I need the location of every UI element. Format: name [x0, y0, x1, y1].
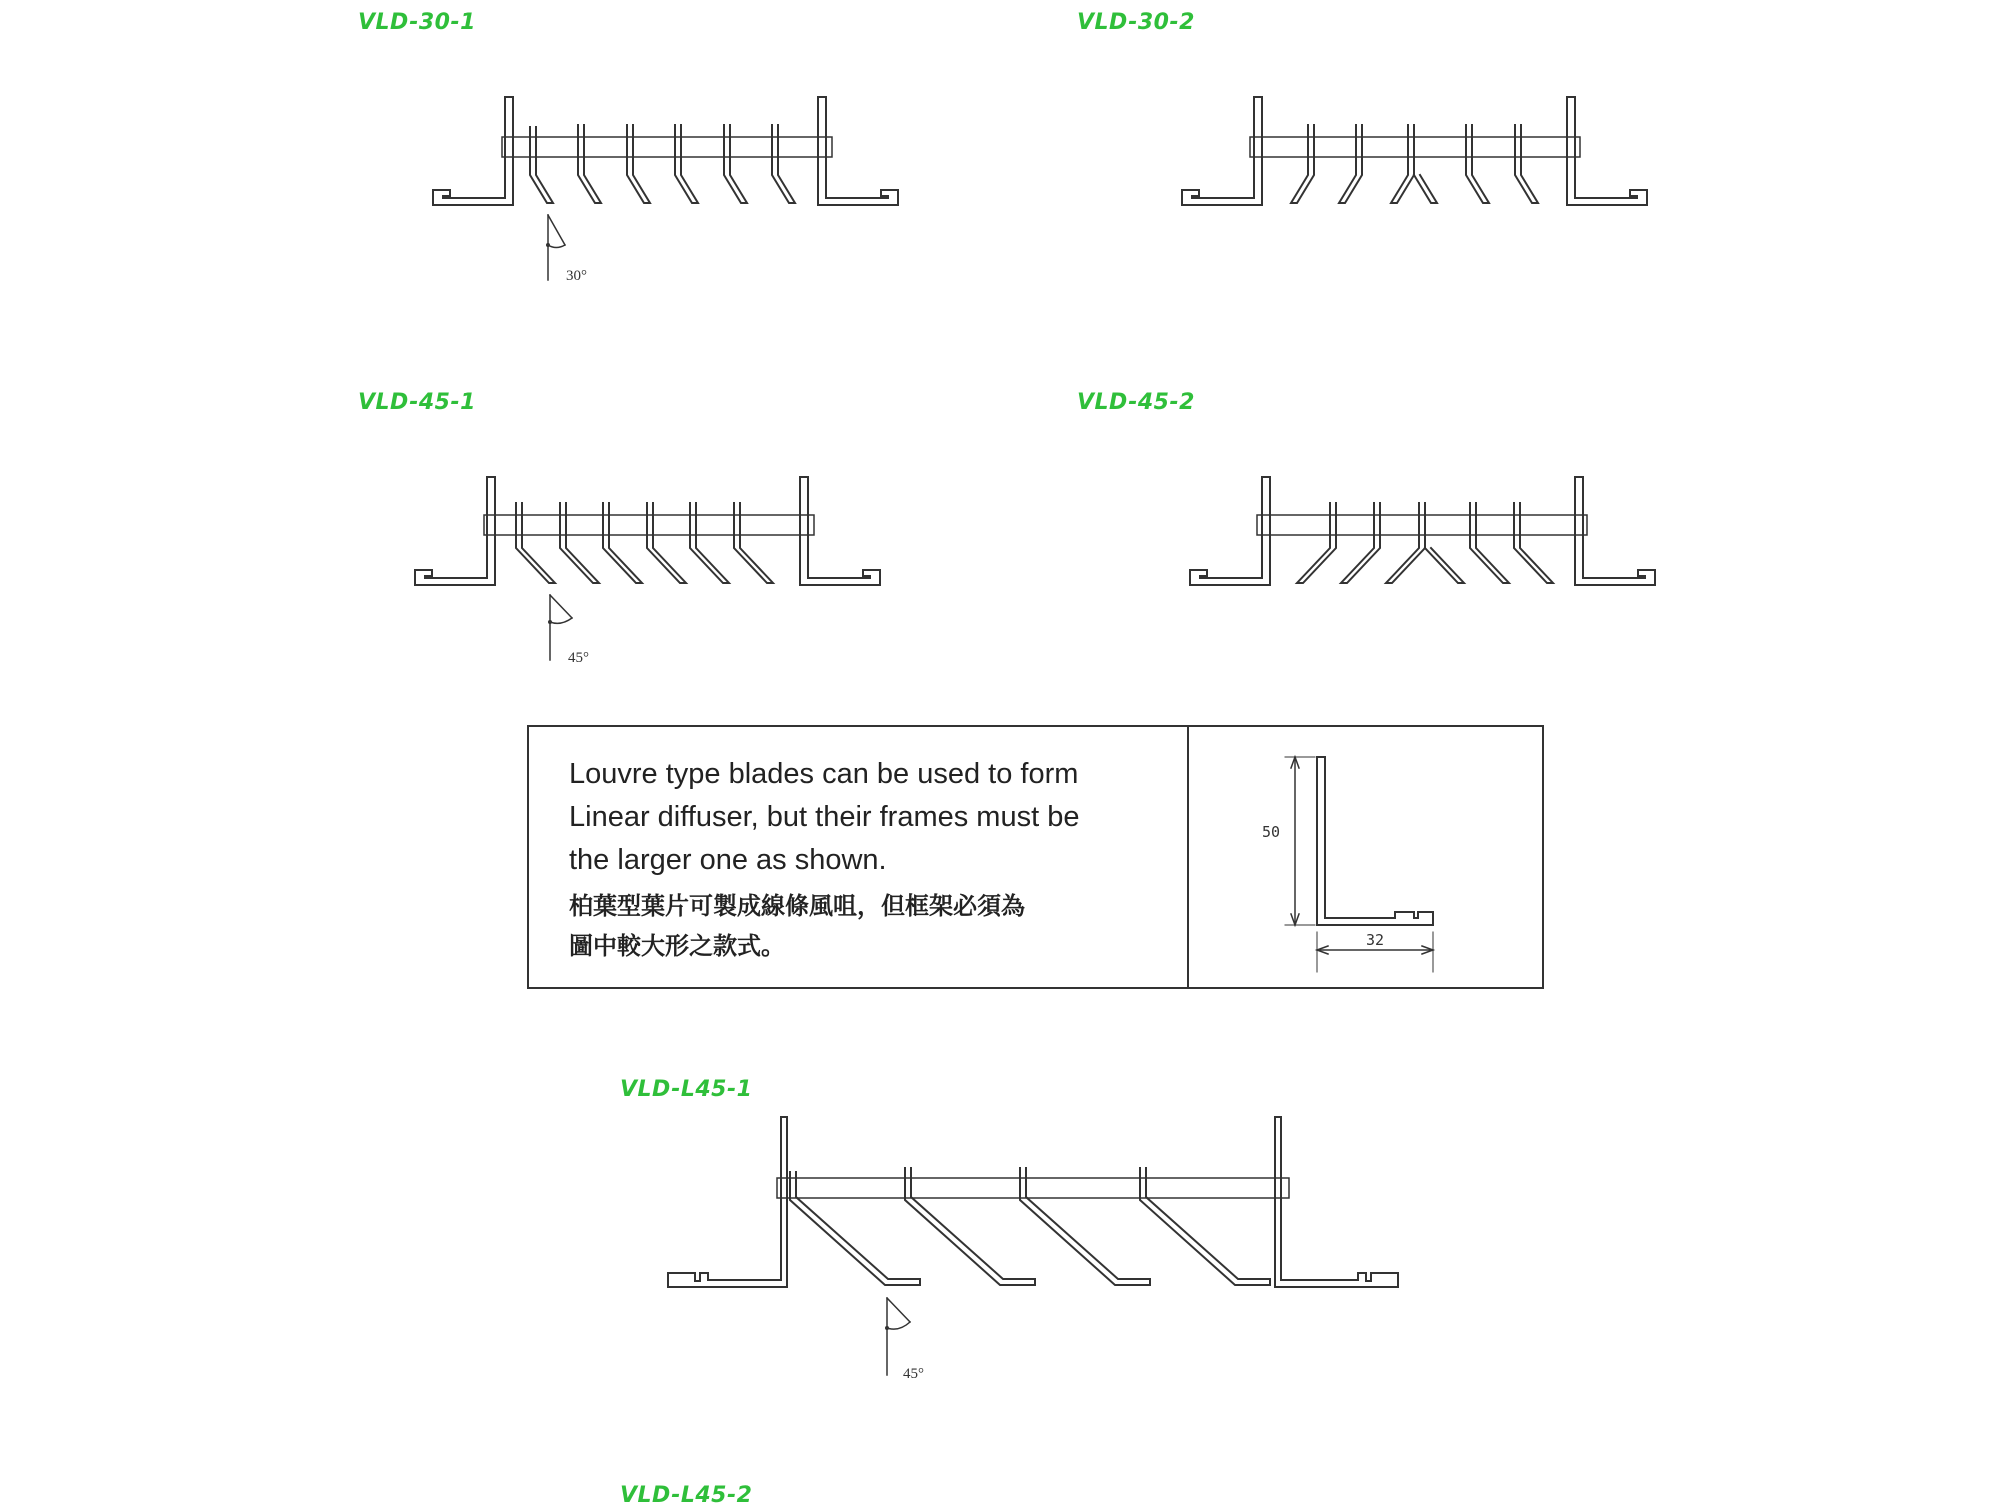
angle-label-30: 30°	[566, 268, 587, 284]
dim-height-label: 50	[1262, 823, 1281, 841]
angle-label-45: 45°	[568, 650, 589, 666]
label-vld-45-1: VLD-45-1	[358, 390, 476, 415]
note-zh-line1: 柏葉型葉片可製成線條風咀，但框架必須為	[569, 892, 1025, 920]
label-vld-30-2: VLD-30-2	[1077, 10, 1195, 35]
note-divider	[1187, 727, 1189, 987]
diagram-vld-30-2	[1182, 97, 1647, 205]
dim-width-label: 32	[1366, 931, 1385, 949]
diagram-vld-45-1	[415, 477, 880, 660]
note-en-line1: Louvre type blades can be used to form	[569, 758, 1079, 790]
angle-label-45-large: 45°	[903, 1366, 924, 1382]
note-box	[527, 725, 1544, 989]
note-zh-line2: 圖中較大形之款式。	[569, 932, 785, 960]
diagram-vld-30-1	[433, 97, 898, 280]
diagram-vld-l45-1	[668, 1117, 1398, 1375]
label-vld-30-1: VLD-30-1	[358, 10, 476, 35]
note-en-line3: the larger one as shown.	[569, 844, 887, 876]
diagram-vld-45-2	[1190, 477, 1655, 585]
note-en-line2: Linear diffuser, but their frames must be	[569, 801, 1080, 833]
label-vld-l45-2: VLD-L45-2	[620, 1483, 753, 1508]
label-vld-l45-1: VLD-L45-1	[620, 1077, 753, 1102]
note-text	[569, 753, 1169, 966]
label-vld-45-2: VLD-45-2	[1077, 390, 1195, 415]
